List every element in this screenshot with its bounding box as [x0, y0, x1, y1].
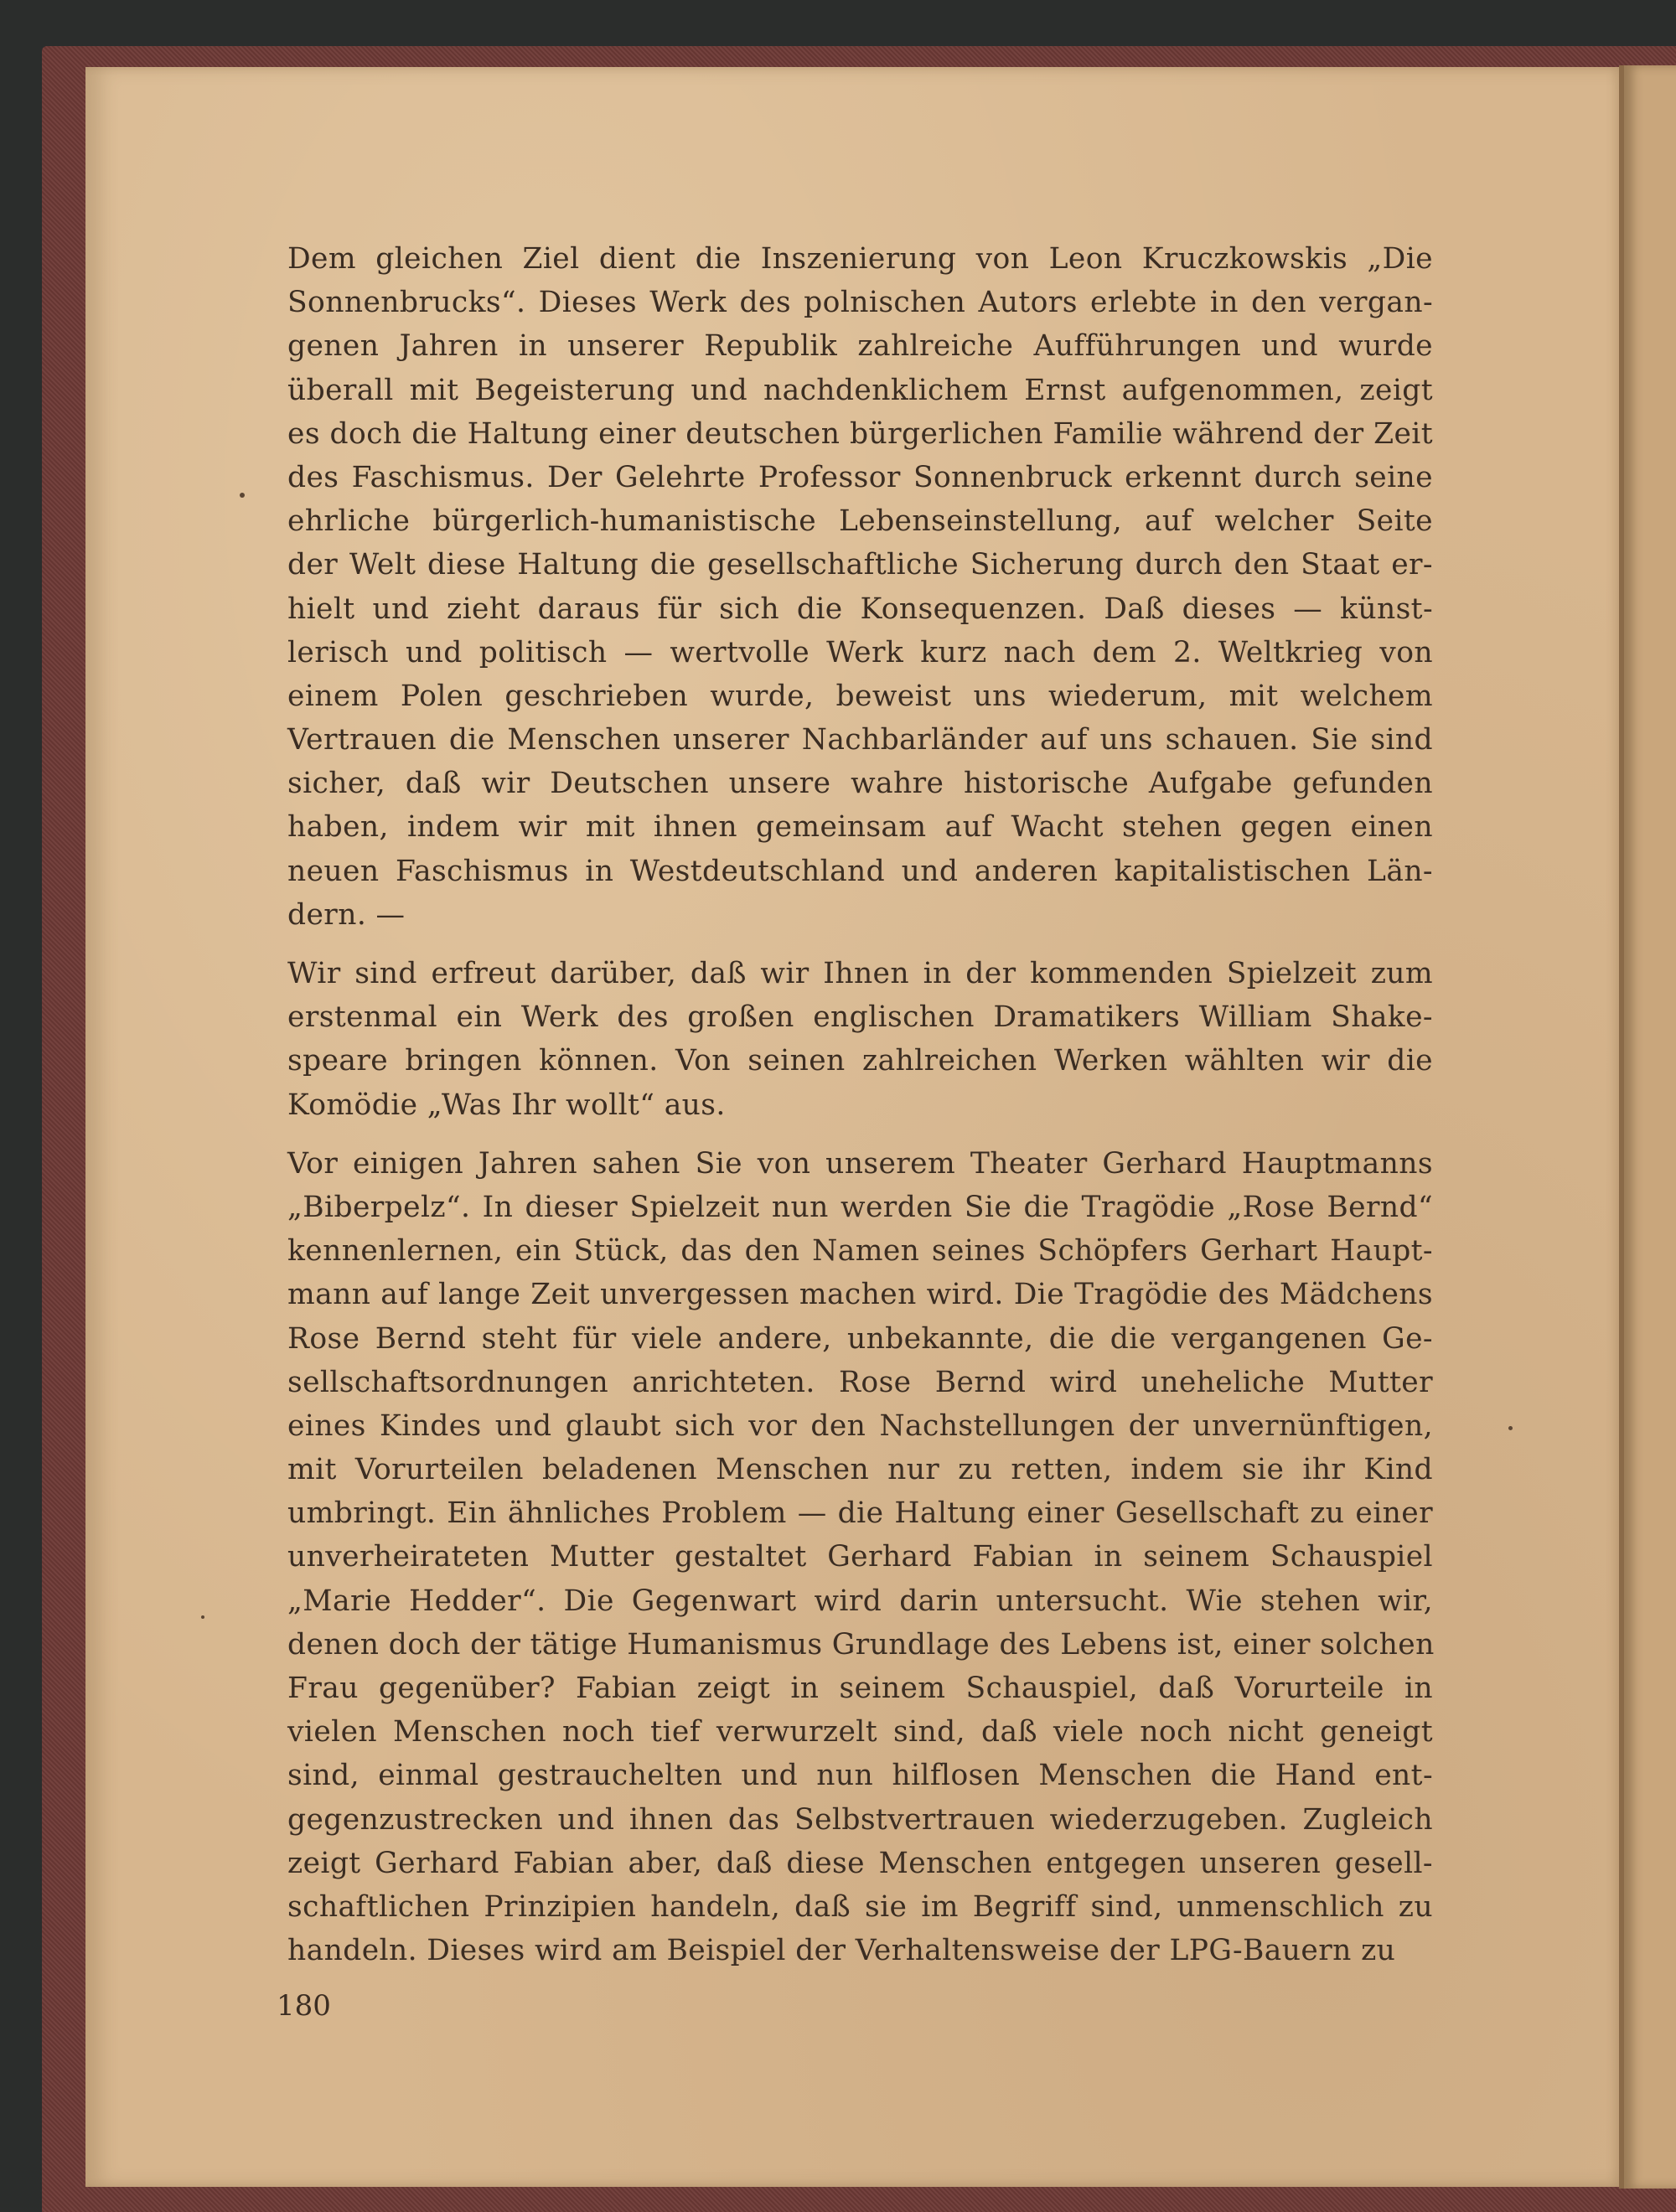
- text-line: Vor einigen Jahren sahen Sie von unserem Theater Gerhard Hauptmanns: [287, 1146, 1433, 1181]
- text-line: mit Vorurteilen beladenen Menschen nur zu retten, indem sie ihr Kind: [287, 1453, 1433, 1487]
- page-number: 180: [277, 1989, 331, 2023]
- text-line: haben, indem wir mit ihnen gemeinsam auf Wacht stehen gegen einen: [287, 810, 1433, 845]
- text-line: sind, einmal gestrauchelten und nun hilflosen Menschen die Hand ent-: [287, 1759, 1433, 1793]
- facing-page-edge: [1619, 65, 1676, 2189]
- text-line: neuen Faschismus in Westdeutschland und anderen kapitalistischen Län-: [287, 854, 1433, 888]
- paragraph: [287, 237, 1433, 937]
- text-line: „Marie Hedder“. Die Gegenwart wird darin untersucht. Wie stehen wir,: [287, 1584, 1433, 1618]
- text-line: einem Polen geschrieben wurde, beweist uns wiederum, mit welchem: [287, 679, 1433, 713]
- text-line: der Welt diese Haltung die gesellschaftliche Sicherung durch den Staat er-: [287, 548, 1433, 582]
- paragraph: [287, 952, 1433, 1127]
- text-line: „Biberpelz“. In dieser Spielzeit nun werden Sie die Tragödie „Rose Bernd“: [287, 1190, 1433, 1224]
- text-line: vielen Menschen noch tief verwurzelt sind, daß viele noch nicht geneigt: [287, 1715, 1433, 1749]
- paragraph: [287, 1142, 1433, 1973]
- text-line: des Faschismus. Der Gelehrte Professor Sonnenbruck erkennt durch seine: [287, 460, 1433, 494]
- text-line: Wir sind erfreut darüber, daß wir Ihnen in der kommenden Spielzeit zum: [287, 957, 1433, 990]
- text-line: eines Kindes und glaubt sich vor den Nachstellungen der unvernünftigen,: [287, 1408, 1433, 1443]
- text-line: handeln. Dieses wird am Beispiel der Verhaltensweise der LPG-Bauern zu: [287, 1934, 1396, 1968]
- text-line: hielt und zieht daraus für sich die Konsequenzen. Daß dieses — künst-: [287, 592, 1433, 626]
- text-line: Komödie „Was Ihr wollt“ aus.: [287, 1088, 726, 1122]
- text-line: dern. —: [287, 897, 406, 932]
- text-line: umbringt. Ein ähnliches Problem — die Haltung einer Gesellschaft zu einer: [287, 1496, 1433, 1531]
- paper-speck: [201, 1615, 204, 1619]
- paragraph-gap: [287, 937, 1433, 952]
- text-line: schaftlichen Prinzipien handeln, daß sie im Begriff sind, unmenschlich zu: [287, 1889, 1433, 1924]
- text-line: speare bringen können. Von seinen zahlreichen Werken wählten wir die: [287, 1044, 1433, 1078]
- text-line: Vertrauen die Menschen unserer Nachbarländer auf uns schauen. Sie sind: [287, 723, 1433, 757]
- text-line: denen doch der tätige Humanismus Grundlage des Lebens ist, einer solchen: [287, 1627, 1435, 1662]
- paragraph-gap: [287, 1127, 1433, 1142]
- text-line: Dem gleichen Ziel dient die Inszenierung von Leon Kruczkowskis „Die: [287, 242, 1433, 276]
- text-line: genen Jahren in unserer Republik zahlreiche Aufführungen und wurde: [287, 329, 1433, 364]
- paper-speck: [240, 493, 245, 498]
- body-text: [287, 237, 1433, 1972]
- text-line: kennenlernen, ein Stück, das den Namen seines Schöpfers Gerhart Haupt-: [287, 1234, 1433, 1269]
- text-line: Rose Bernd steht für viele andere, unbekannte, die die vergangenen Ge-: [287, 1321, 1433, 1356]
- text-line: mann auf lange Zeit unvergessen machen wird. Die Tragödie des Mädchens: [287, 1278, 1433, 1312]
- text-line: erstenmal ein Werk des großen englischen Dramatikers William Shake-: [287, 1000, 1433, 1035]
- text-line: ehrliche bürgerlich-humanistische Lebenseinstellung, auf welcher Seite: [287, 504, 1433, 539]
- paper-speck: [1508, 1426, 1513, 1430]
- text-line: sicher, daß wir Deutschen unsere wahre historische Aufgabe gefunden: [287, 767, 1433, 801]
- text-line: Frau gegenüber? Fabian zeigt in seinem Schauspiel, daß Vorurteile in: [287, 1672, 1433, 1705]
- text-line: unverheirateten Mutter gestaltet Gerhard Fabian in seinem Schauspiel: [287, 1540, 1433, 1574]
- text-line: zeigt Gerhard Fabian aber, daß diese Menschen entgegen unseren gesell-: [287, 1846, 1433, 1880]
- text-line: sellschaftsordnungen anrichteten. Rose Bernd wird uneheliche Mutter: [287, 1365, 1433, 1399]
- text-line: es doch die Haltung einer deutschen bürgerlichen Familie während der Zeit: [287, 416, 1433, 451]
- text-line: Sonnenbrucks“. Dieses Werk des polnischen Autors erlebte in den vergan-: [287, 286, 1433, 320]
- text-line: überall mit Begeisterung und nachdenklichem Ernst aufgenommen, zeigt: [287, 373, 1433, 407]
- text-line: gegenzustrecken und ihnen das Selbstvertrauen wiederzugeben. Zugleich: [287, 1802, 1433, 1837]
- text-line: lerisch und politisch — wertvolle Werk kurz nach dem 2. Weltkrieg von: [287, 635, 1433, 669]
